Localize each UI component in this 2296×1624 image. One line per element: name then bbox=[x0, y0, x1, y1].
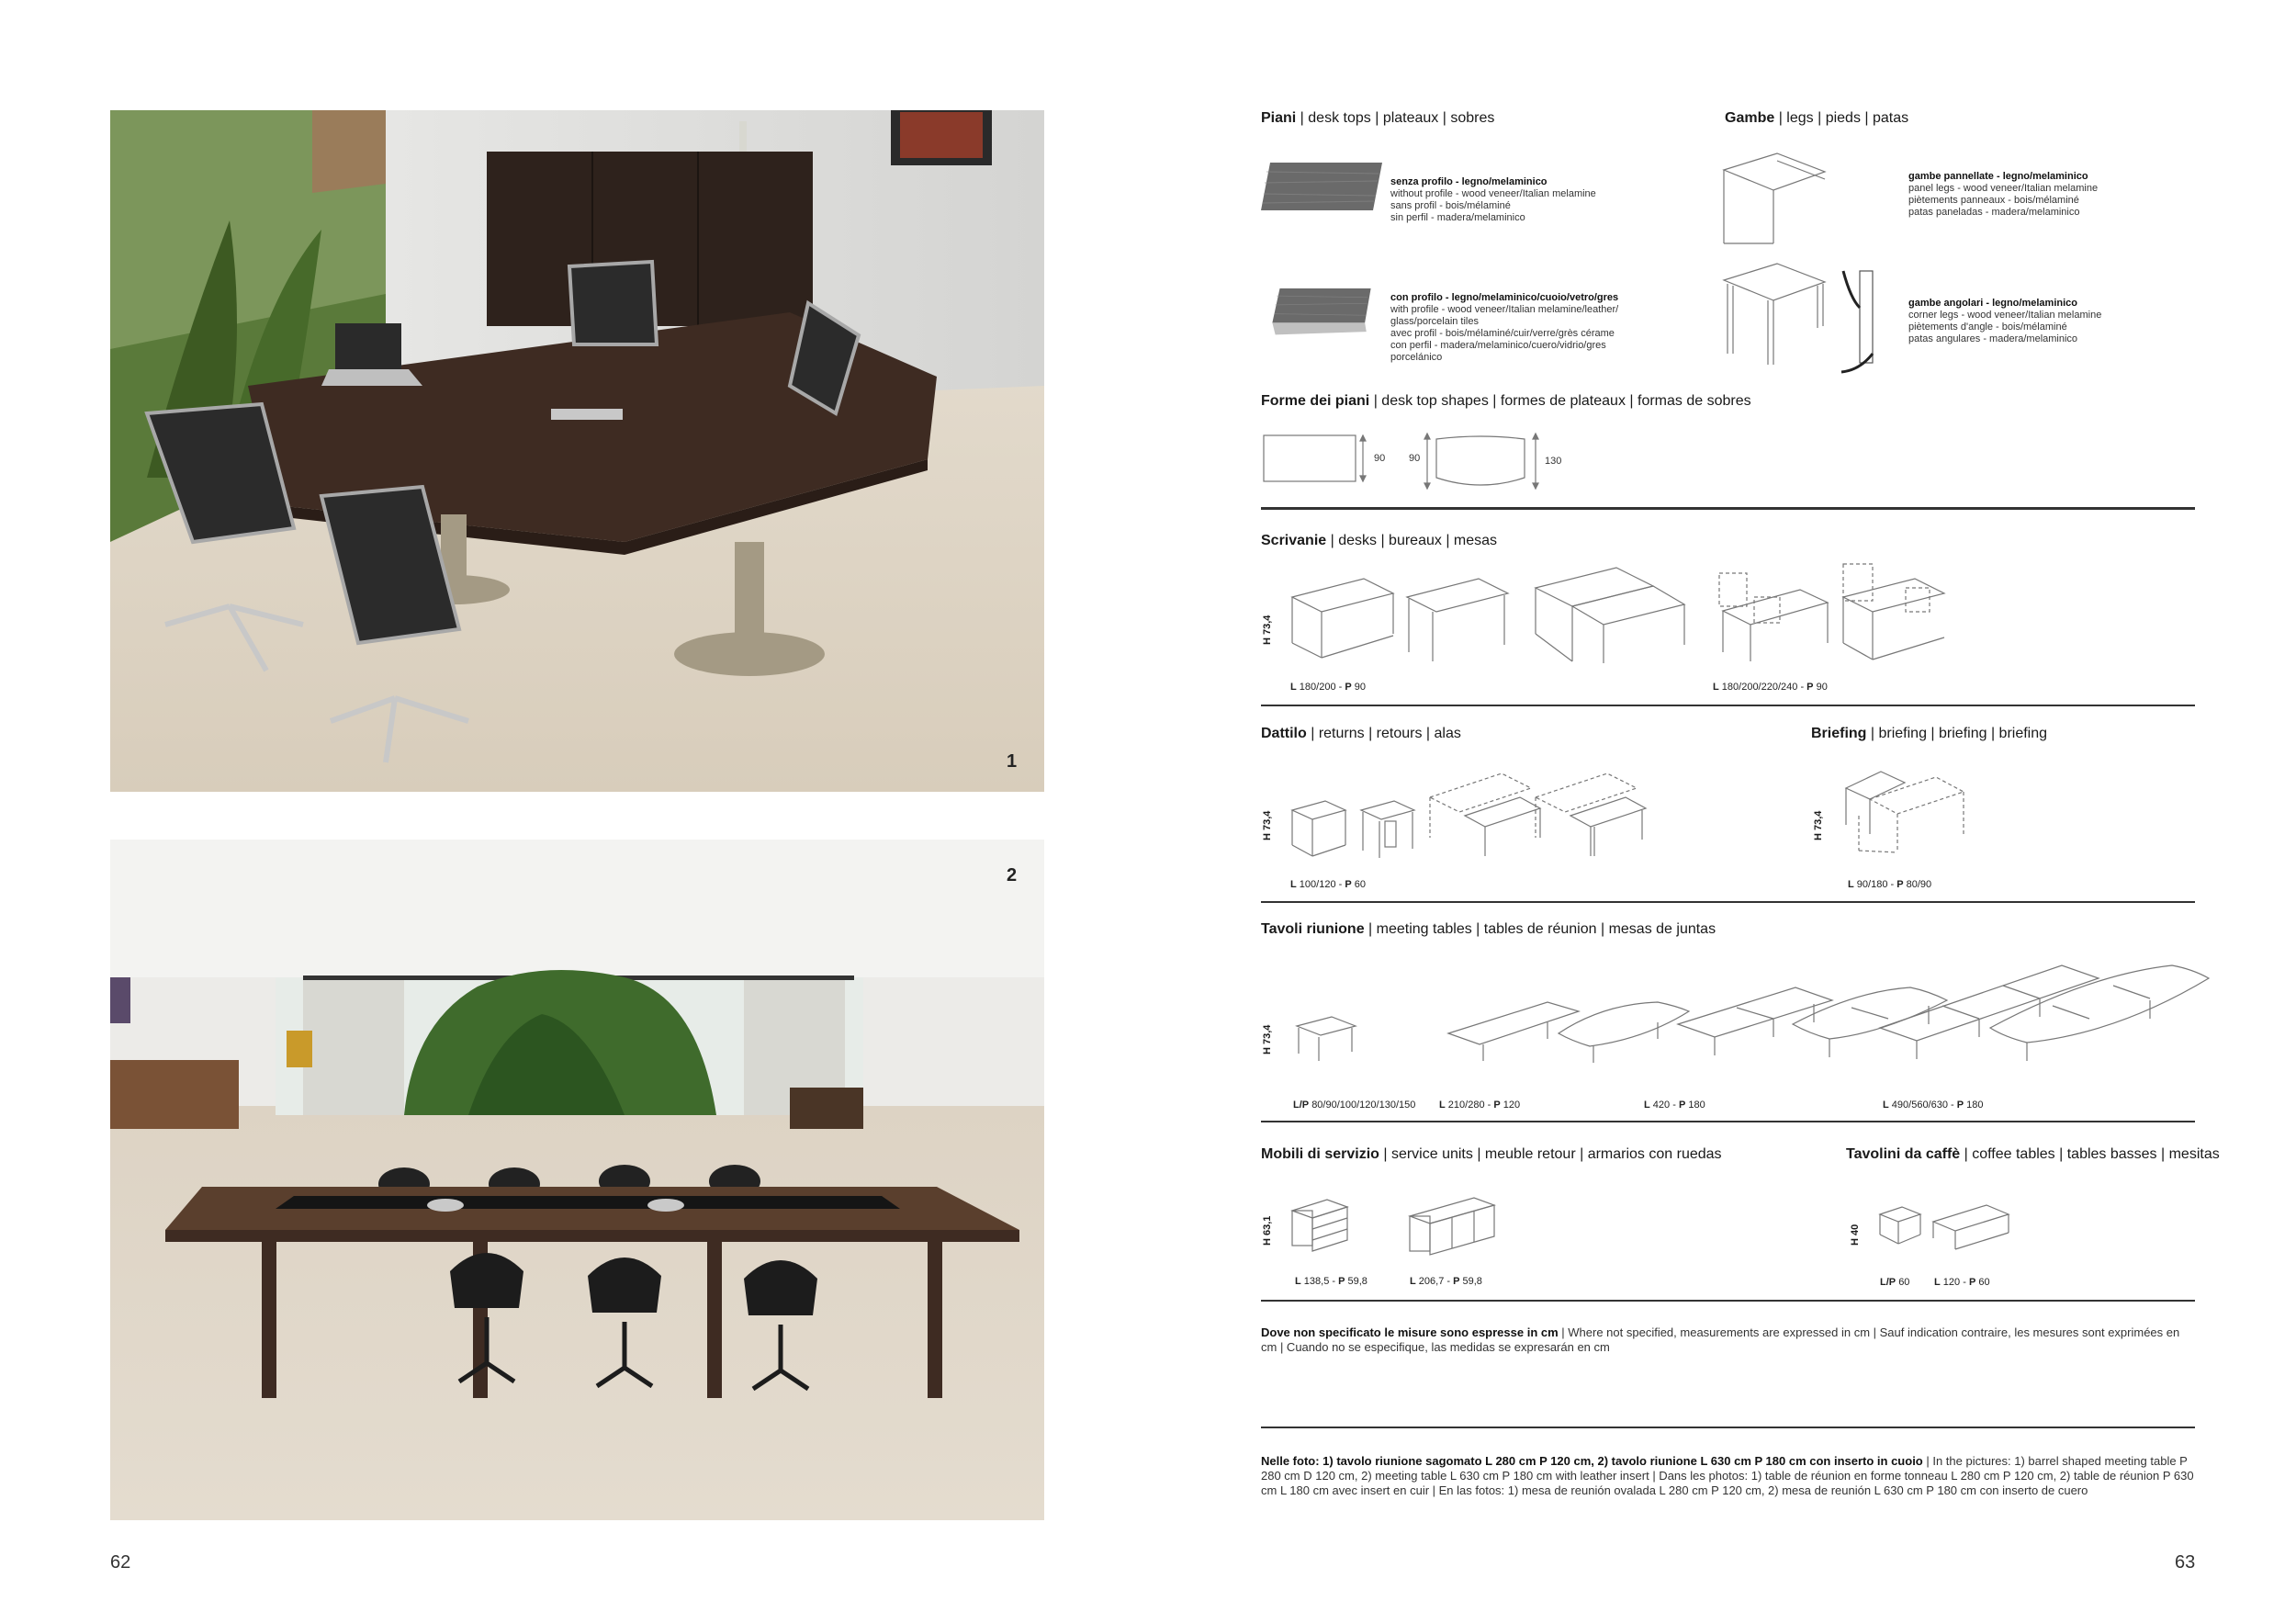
meeting-dim-2: L 210/280 - P 120 bbox=[1439, 1100, 1521, 1111]
section-title-tavoli: Tavoli riunione | meeting tables | tables de réunion | mesas de juntas bbox=[1261, 921, 1716, 937]
coffee-dim-1: L/P 60 bbox=[1880, 1277, 1910, 1288]
photo-1-meeting-room bbox=[110, 110, 1044, 792]
section-divider bbox=[1261, 1121, 2195, 1122]
section-title-mobili: Mobili di servizio | service units | meuble retour | armarios con ruedas bbox=[1261, 1146, 1722, 1162]
height-label: H 63,1 bbox=[1262, 1215, 1273, 1246]
top-swatch-no-profile bbox=[1261, 163, 1382, 210]
briefing-dim: L 90/180 - P 80/90 bbox=[1848, 879, 1932, 890]
photo-caption-note: Nelle foto: 1) tavolo riunione sagomato L 280 cm P 120 cm, 2) tavolo riunione L 630 cm P 180 cm con inserto in cuoio | In the pictures: 1) barrel shaped meeting table P 280 cm D 120 cm, 2) meeting table L 630 cm P 180 cm with leather insert | Dans les photos: 1) table de réunion en forme tonneau L 280 cm P 120 cm, 2) table de réunion P 630 cm L 180 cm avec insert en cuir | En las fotos: 1) mesa de reunión ovalada L 280 cm P 120 cm, 2) mesa de reunión L 630 cm P 180 cm con inserto de cuero bbox=[1261, 1454, 2194, 1497]
height-label: H 73,4 bbox=[1813, 810, 1824, 840]
briefing-drawing bbox=[1844, 761, 1968, 862]
meeting-table-drawings bbox=[1290, 951, 2200, 1070]
service-dim-2: L 206,7 - P 59,8 bbox=[1410, 1276, 1482, 1287]
section-title-briefing: Briefing | briefing | briefing | briefing bbox=[1811, 726, 2048, 741]
meeting-dim-1: L/P 80/90/100/120/130/150 bbox=[1293, 1100, 1416, 1111]
desk-dim-2: L 180/200/220/240 - P 90 bbox=[1713, 682, 1828, 693]
shape-dim: 90 bbox=[1374, 453, 1386, 464]
corner-legs-drawing bbox=[1722, 262, 1883, 377]
section-title-piani: Piani | desk tops | plateaux | sobres bbox=[1261, 110, 1495, 126]
section-divider bbox=[1261, 507, 2195, 510]
section-title-dattilo: Dattilo | returns | retours | alas bbox=[1261, 726, 1461, 741]
height-label: H 73,4 bbox=[1262, 615, 1273, 645]
shape-barrel-drawing bbox=[1424, 432, 1543, 496]
piani-item-1: senza profilo - legno/melaminico without profile - wood veneer/Italian melamine sans profil - bois/mélaminé sin perfil - madera/melaminico bbox=[1390, 176, 1596, 223]
section-divider bbox=[1261, 705, 2195, 706]
top-swatch-with-profile bbox=[1261, 288, 1382, 336]
height-label: H 73,4 bbox=[1262, 1024, 1273, 1054]
height-label: H 40 bbox=[1850, 1224, 1861, 1246]
page-number-left: 62 bbox=[110, 1552, 131, 1573]
section-title-forme: Forme dei piani | desk top shapes | formes de plateaux | formas de sobres bbox=[1261, 393, 1751, 409]
coffee-dim-2: L 120 - P 60 bbox=[1934, 1277, 1990, 1288]
section-divider bbox=[1261, 901, 2195, 903]
panel-legs-drawing bbox=[1722, 152, 1828, 248]
gambe-item-1: gambe pannellate - legno/melaminico panel legs - wood veneer/Italian melamine piètements panneaux - bois/mélaminé patas paneladas - madera/melaminico bbox=[1908, 171, 2099, 218]
shape-dim: 130 bbox=[1545, 456, 1562, 467]
section-divider bbox=[1261, 1427, 2195, 1428]
service-unit-drawings bbox=[1290, 1194, 1529, 1268]
return-drawings bbox=[1290, 761, 1639, 862]
meeting-dim-3: L 420 - P 180 bbox=[1644, 1100, 1705, 1111]
shape-dim: 90 bbox=[1409, 453, 1421, 464]
gambe-item-2: gambe angolari - legno/melaminico corner legs - wood veneer/Italian melamine piètements d'angle - bois/mélaminé patas angulares - madera/melaminico bbox=[1908, 298, 2102, 344]
photo-number: 1 bbox=[1007, 751, 1018, 772]
height-label: H 73,4 bbox=[1262, 810, 1273, 840]
desk-drawings bbox=[1290, 560, 1933, 671]
desk-dim-1: L 180/200 - P 90 bbox=[1290, 682, 1366, 693]
coffee-table-drawings bbox=[1878, 1203, 2016, 1258]
piani-item-2: con profilo - legno/melaminico/cuoio/vetro/gres with profile - wood veneer/Italian melamine/leather/ glass/porcelain tiles avec profil - bois/mélaminé/cuir/verre/grès cérame con perfil - madera/melaminico/cuero/vidrio/gres porcelánico bbox=[1390, 292, 1619, 363]
section-divider bbox=[1261, 1300, 2195, 1302]
meeting-dim-4: L 490/560/630 - P 180 bbox=[1883, 1100, 1984, 1111]
page-number-right: 63 bbox=[2175, 1552, 2196, 1573]
measurement-note: Dove non specificato le misure sono espresse in cm | Where not specified, measurements are expressed in cm | Sauf indication contraire, les mesures sont exprimées en cm | Cuando no se especifique, las medidas se expresarán en cm bbox=[1261, 1325, 2180, 1354]
shape-rectangular-drawing bbox=[1263, 434, 1364, 485]
section-title-gambe: Gambe | legs | pieds | patas bbox=[1725, 110, 1909, 126]
section-title-caffe: Tavolini da caffè | coffee tables | tables basses | mesitas bbox=[1846, 1146, 2220, 1162]
section-title-scrivanie: Scrivanie | desks | bureaux | mesas bbox=[1261, 533, 1498, 548]
service-dim-1: L 138,5 - P 59,8 bbox=[1295, 1276, 1367, 1287]
photo-2-meeting-room bbox=[110, 840, 1044, 1520]
photo-number: 2 bbox=[1007, 865, 1018, 885]
return-dim: L 100/120 - P 60 bbox=[1290, 879, 1366, 890]
